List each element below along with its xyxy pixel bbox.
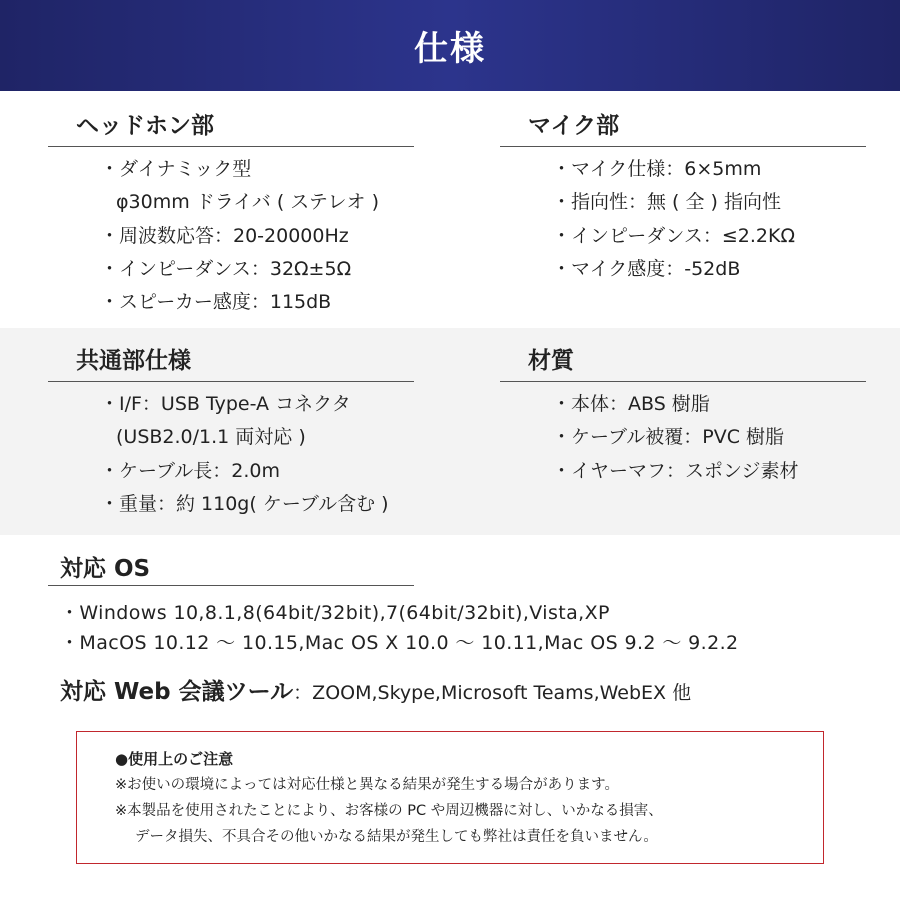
common-title: 共通部仕様 (48, 345, 414, 382)
list-item: ・イヤーマフ：スポンジ素材 (552, 459, 799, 482)
mic-list (500, 153, 866, 286)
caution-title: ●使用上のご注意 (115, 750, 234, 768)
list-item: ・ダイナミック型 (100, 158, 252, 180)
caution-line: ※本製品を使用されたことにより、お客様の PC や周辺機器に対し、いかなる損害、 (115, 803, 663, 819)
web-tools-line (60, 673, 691, 706)
list-item: ・MacOS 10.12 ～ 10.15,Mac OS X 10.0 ～ 10.11,Mac OS 9.2 ～ 9.2.2 (60, 632, 739, 654)
list-item: ・本体：ABS 樹脂 (552, 393, 710, 415)
web-tools-value: ：ZOOM,Skype,Microsoft Teams,WebEX 他 (293, 682, 692, 704)
list-item: ・周波数応答：20-20000Hz (100, 224, 349, 247)
list-item: φ30mm ドライバ ( ステレオ ) (116, 191, 380, 214)
list-item: ・インピーダンス：32Ω±5Ω (100, 257, 352, 280)
mic-title: マイク部 (500, 110, 866, 147)
caution-line: ※お使いの環境によっては対応仕様と異なる結果が発生する場合があります。 (115, 777, 619, 793)
list-item: ・指向性：無 ( 全 ) 指向性 (552, 191, 781, 214)
list-item: ・ケーブル長：2.0m (100, 459, 281, 482)
page-title: 仕様 (414, 29, 486, 69)
list-item: ・マイク仕様：6×5mm (552, 158, 762, 180)
headphone-list (48, 153, 414, 319)
os-list (60, 598, 739, 658)
caution-line: データ損失、不具合その他いかなる結果が発生しても弊社は責任を負いません。 (135, 829, 658, 845)
material-list (500, 388, 866, 488)
list-item: ・マイク感度：-52dB (552, 257, 741, 280)
list-item: ・重量：約 110g( ケーブル含む ) (100, 492, 389, 515)
list-item: ・I/F：USB Type-A コネクタ (100, 393, 351, 415)
mic-section (500, 110, 866, 286)
list-item: ・スピーカー感度：115dB (100, 291, 332, 314)
list-item: ・ケーブル被覆：PVC 樹脂 (552, 426, 785, 449)
web-tools-title: 対応 Web 会議ツール (60, 679, 294, 705)
list-item: ・Windows 10,8.1,8(64bit/32bit),7(64bit/32bit),Vista,XP (60, 602, 610, 624)
common-section (48, 345, 414, 521)
list-item: (USB2.0/1.1 両対応 ) (116, 426, 306, 449)
common-list (48, 388, 414, 521)
caution-box (76, 731, 824, 864)
headphone-section (48, 110, 414, 319)
os-title: 対応 OS (48, 552, 414, 586)
page-header (0, 0, 900, 91)
material-section (500, 345, 866, 488)
headphone-title: ヘッドホン部 (48, 110, 414, 147)
list-item: ・インピーダンス：≤2.2KΩ (552, 224, 795, 247)
material-title: 材質 (500, 345, 866, 382)
